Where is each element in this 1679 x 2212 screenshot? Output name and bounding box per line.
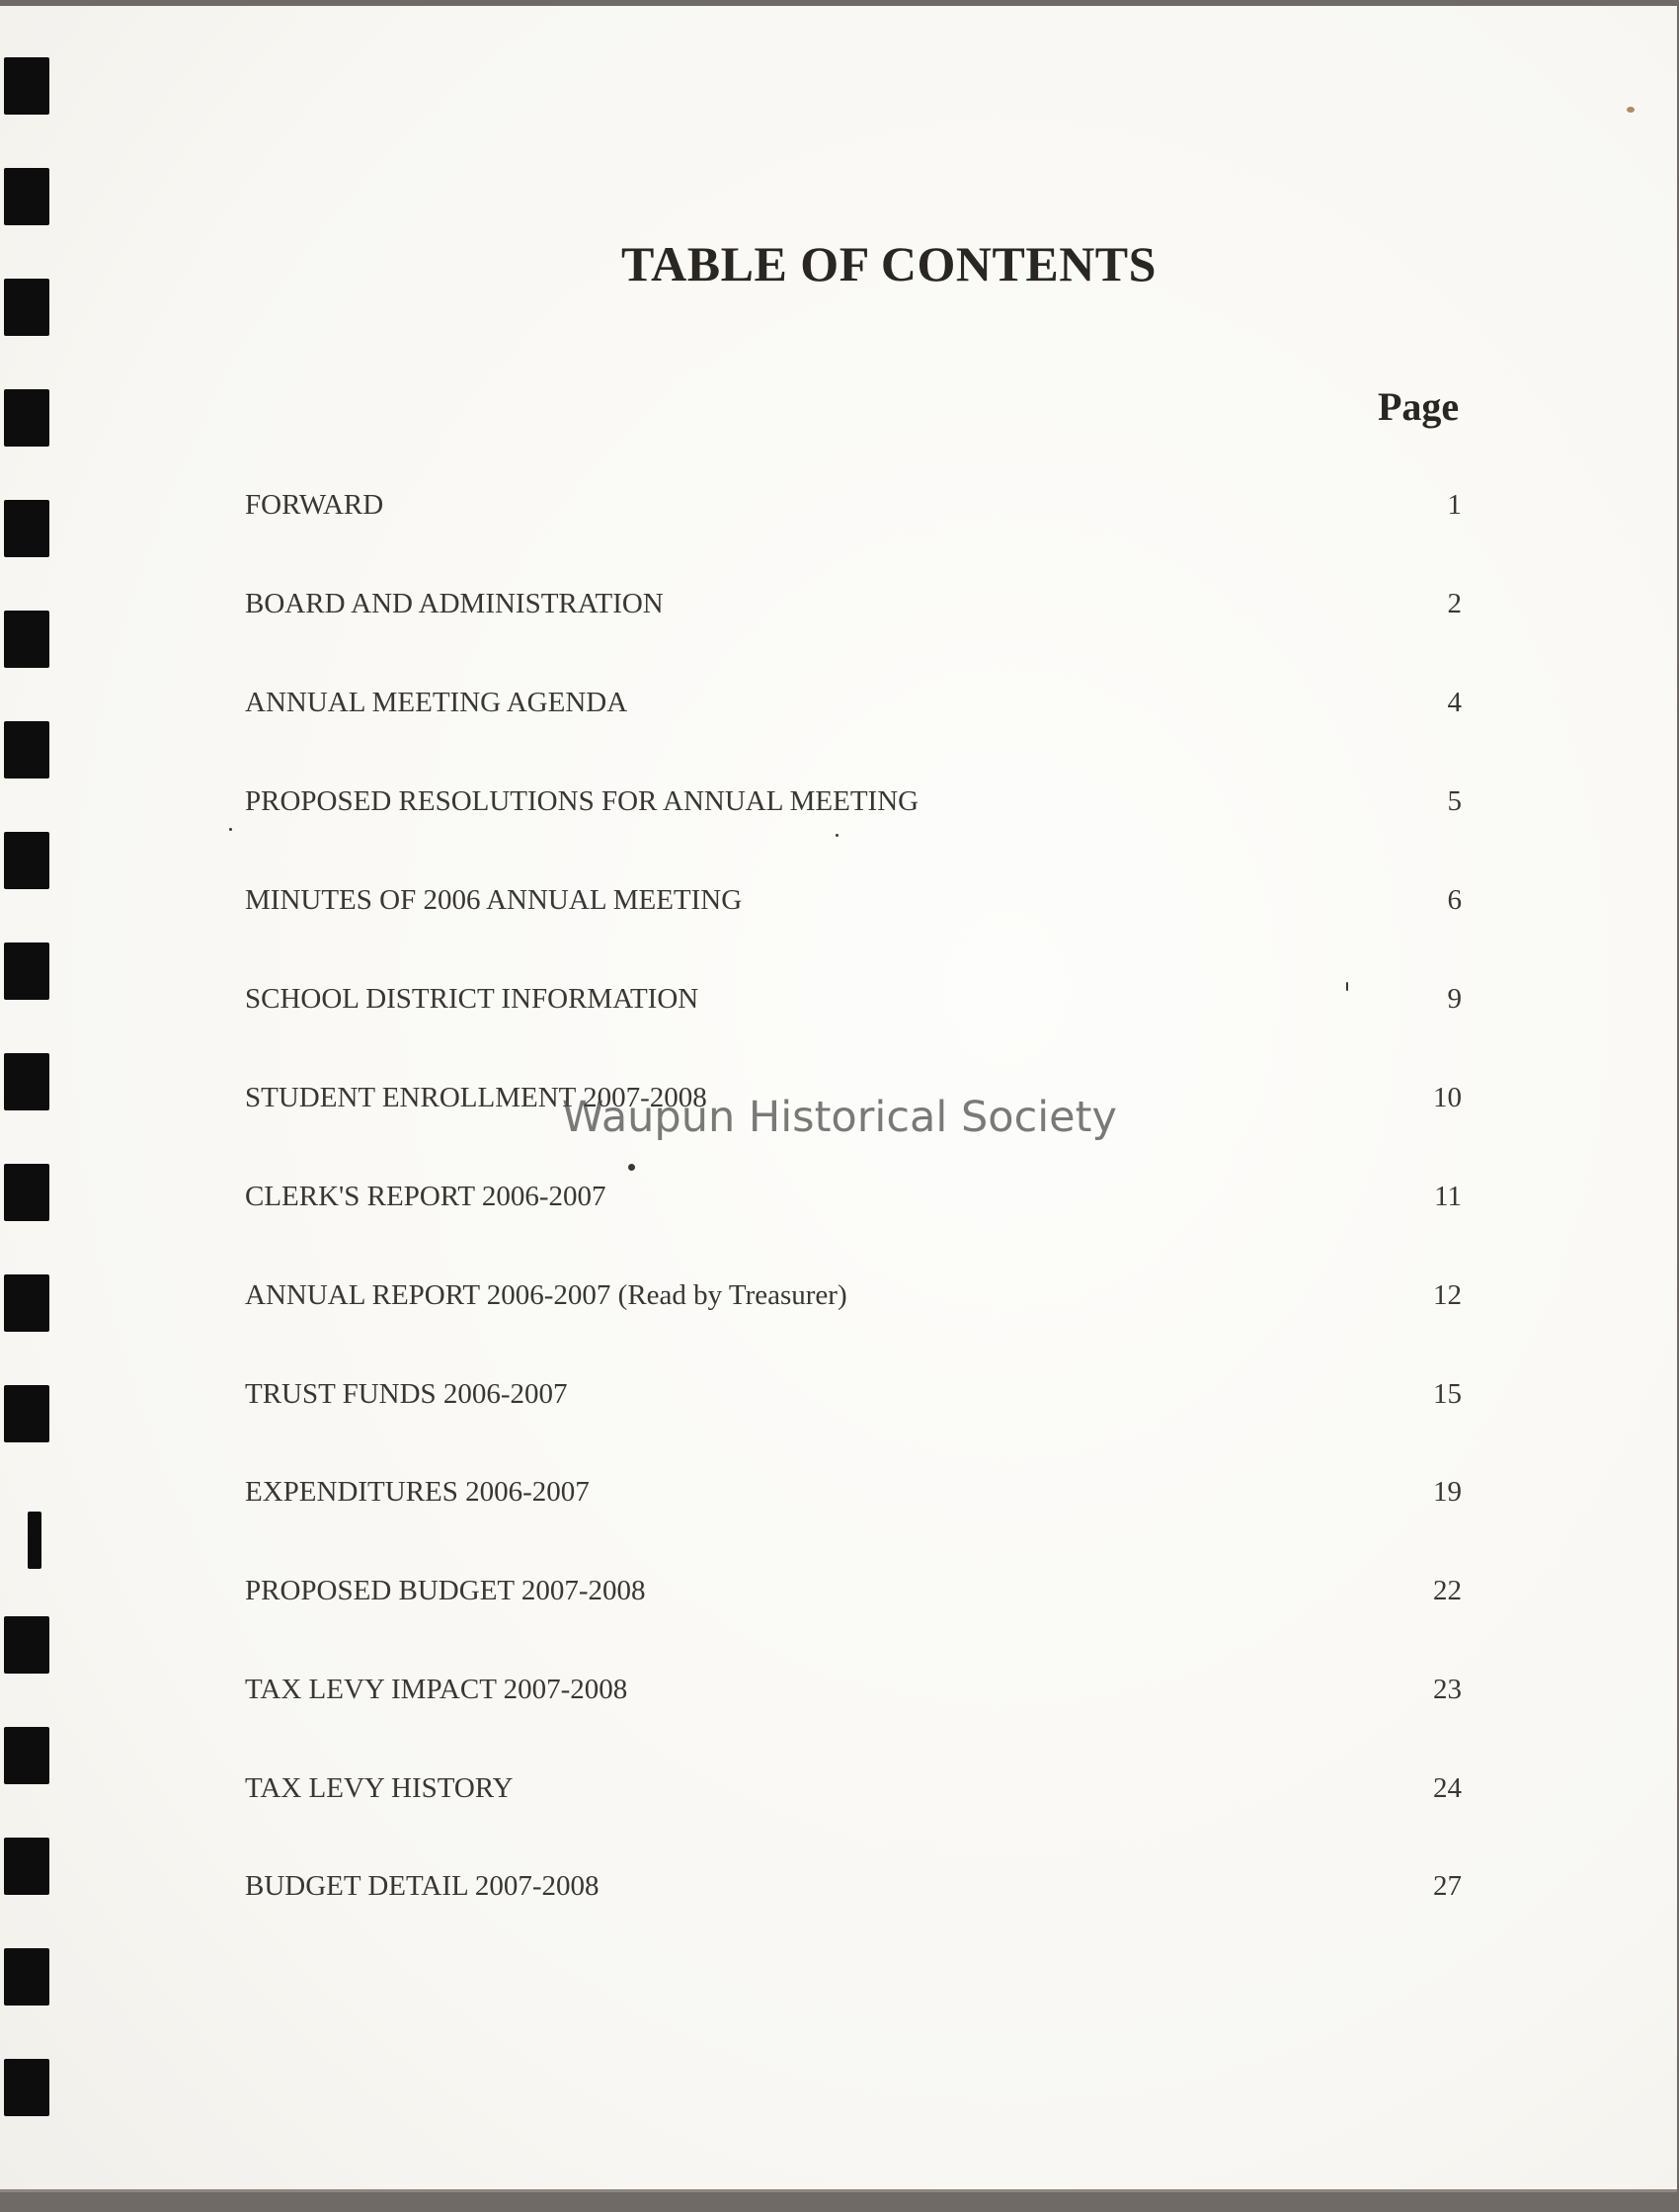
toc-entry <box>245 1870 1462 1914</box>
binding-hole <box>4 500 49 557</box>
toc-entry <box>245 1279 1462 1323</box>
toc-entry-label: TAX LEVY IMPACT 2007-2008 <box>245 1674 628 1705</box>
binding-hole <box>4 942 49 1000</box>
binding-hole <box>28 1512 41 1569</box>
toc-entry-label: FORWARD <box>245 489 384 521</box>
toc-entry <box>245 687 1462 730</box>
binding-hole <box>4 168 49 225</box>
toc-entry-label: PROPOSED RESOLUTIONS FOR ANNUAL MEETING <box>245 785 919 817</box>
toc-entry-page: 27 <box>1433 1870 1462 1902</box>
toc-entry-page: 6 <box>1447 884 1462 916</box>
page-title: TABLE OF CONTENTS <box>621 236 1157 291</box>
toc-entry-page: 1 <box>1447 489 1462 521</box>
binding-hole <box>4 1385 49 1442</box>
ink-speck <box>229 828 232 831</box>
binding-hole <box>4 1948 49 2006</box>
toc-entry-label: MINUTES OF 2006 ANNUAL MEETING <box>245 884 743 916</box>
toc-entry <box>245 1575 1462 1618</box>
binding-hole <box>4 2059 49 2116</box>
ink-speck <box>1346 982 1348 991</box>
toc-entry-label: EXPENDITURES 2006-2007 <box>245 1476 590 1508</box>
toc-entry-page: 11 <box>1434 1181 1462 1212</box>
toc-entry <box>245 1181 1462 1224</box>
toc-entry-page: 9 <box>1447 983 1462 1015</box>
ink-speck <box>1627 107 1635 113</box>
toc-entry-label: SCHOOL DISTRICT INFORMATION <box>245 983 699 1015</box>
ink-speck <box>836 834 839 837</box>
binding-hole <box>4 1838 49 1895</box>
binding-hole <box>4 721 49 778</box>
binding-hole <box>4 1727 49 1784</box>
toc-entry-page: 22 <box>1433 1575 1462 1606</box>
watermark: Waupun Historical Society <box>562 1093 1117 1142</box>
toc-entry-label: ANNUAL MEETING AGENDA <box>245 687 628 718</box>
binding-hole <box>4 57 49 115</box>
toc-entry-label: STUDENT ENROLLMENT 2007-2008 <box>245 1082 707 1113</box>
toc-entry-label: ANNUAL REPORT 2006-2007 (Read by Treasurer) <box>245 1279 847 1311</box>
toc-entry <box>245 983 1462 1026</box>
binding-hole <box>4 611 49 668</box>
toc-entry <box>245 1378 1462 1422</box>
toc-entry-label: PROPOSED BUDGET 2007-2008 <box>245 1575 646 1606</box>
toc-entry-page: 19 <box>1433 1476 1462 1508</box>
toc-entry-label: TAX LEVY HISTORY <box>245 1772 514 1804</box>
toc-entry-label: BUDGET DETAIL 2007-2008 <box>245 1870 600 1902</box>
binding-hole <box>4 832 49 889</box>
toc-entry-page: 12 <box>1433 1279 1462 1311</box>
binding-hole <box>4 1164 49 1221</box>
page-column-header: Page <box>1378 384 1460 429</box>
toc-entry <box>245 884 1462 928</box>
toc-entry <box>245 785 1462 829</box>
toc-entry-label: BOARD AND ADMINISTRATION <box>245 588 664 619</box>
toc-entry <box>245 1476 1462 1519</box>
toc-entry-label: TRUST FUNDS 2006-2007 <box>245 1378 568 1410</box>
toc-entry-page: 5 <box>1447 785 1462 817</box>
ink-speck <box>628 1164 635 1171</box>
toc-entry-page: 15 <box>1433 1378 1462 1410</box>
toc-entry-page: 4 <box>1447 687 1462 718</box>
toc-entry-page: 23 <box>1433 1674 1462 1705</box>
binding-hole <box>4 1274 49 1332</box>
toc-entry <box>245 588 1462 631</box>
toc-entry-page: 10 <box>1433 1082 1462 1113</box>
toc-entry-page: 2 <box>1447 588 1462 619</box>
binding-hole <box>4 389 49 447</box>
toc-entry <box>245 1674 1462 1717</box>
scanned-page <box>0 6 1677 2192</box>
toc-entry-label: CLERK'S REPORT 2006-2007 <box>245 1181 606 1212</box>
toc-entry <box>245 489 1462 533</box>
toc-entry <box>245 1772 1462 1816</box>
toc-entry-page: 24 <box>1433 1772 1462 1804</box>
binding-hole <box>4 1616 49 1674</box>
